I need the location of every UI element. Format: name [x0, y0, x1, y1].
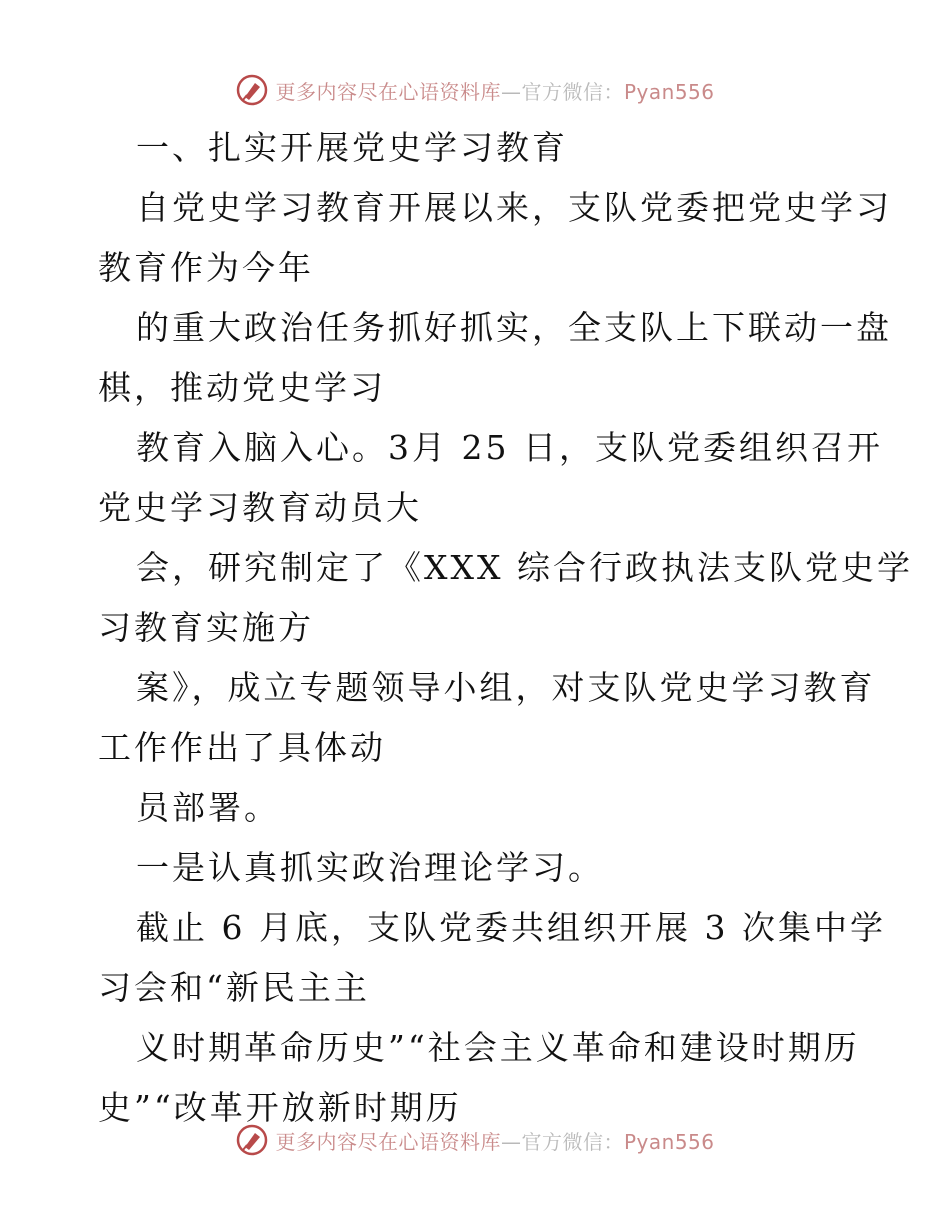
watermark-dash: — — [500, 1129, 522, 1154]
pen-nib-circle-icon — [235, 1123, 269, 1157]
watermark-site: 更多内容尽在心语资料库 — [275, 1129, 501, 1154]
watermark-text — [275, 76, 714, 105]
watermark-site: 更多内容尽在心语资料库 — [275, 79, 501, 104]
doc-line: 员部署。 — [136, 788, 280, 827]
watermark-wechat-id: Pyan556 — [623, 79, 715, 104]
doc-line: 的重大政治任务抓好抓实，全支队上下联动一盘 — [136, 308, 892, 347]
doc-line: 习会和“新民主主 — [98, 968, 370, 1007]
doc-line: 教育作为今年 — [98, 248, 314, 287]
document-body — [98, 118, 913, 1138]
footer-watermark — [0, 1120, 950, 1160]
watermark-wechat-id: Pyan556 — [623, 1129, 715, 1154]
doc-line: 棋，推动党史学习 — [98, 368, 386, 407]
doc-line: 党史学习教育动员大 — [98, 488, 422, 527]
doc-line: 史”“改革开放新时期历 — [98, 1088, 462, 1127]
doc-line: 一是认真抓实政治理论学习。 — [136, 848, 604, 887]
watermark-official-label: 官方微信： — [521, 1129, 624, 1154]
doc-line: 会，研究制定了《XXX 综合行政执法支队党史学 — [136, 548, 913, 587]
doc-line: 案》，成立专题领导小组，对支队党史学习教育 — [136, 668, 876, 707]
doc-line: 截止 6 月底，支队党委共组织开展 3 次集中学 — [136, 908, 886, 947]
doc-line: 教育入脑入心。3月 25 日，支队党委组织召开 — [136, 428, 883, 467]
watermark-dash: — — [500, 79, 522, 104]
doc-line: 工作作出了具体动 — [98, 728, 386, 767]
doc-line: 义时期革命历史”“社会主义革命和建设时期历 — [136, 1028, 860, 1067]
doc-line: 习教育实施方 — [98, 608, 314, 647]
watermark-official-label: 官方微信： — [521, 79, 624, 104]
header-watermark — [0, 70, 950, 110]
doc-line: 自党史学习教育开展以来，支队党委把党史学习 — [136, 188, 892, 227]
watermark-text — [275, 1126, 714, 1155]
pen-nib-circle-icon — [235, 73, 269, 107]
doc-line: 一、扎实开展党史学习教育 — [136, 128, 568, 167]
